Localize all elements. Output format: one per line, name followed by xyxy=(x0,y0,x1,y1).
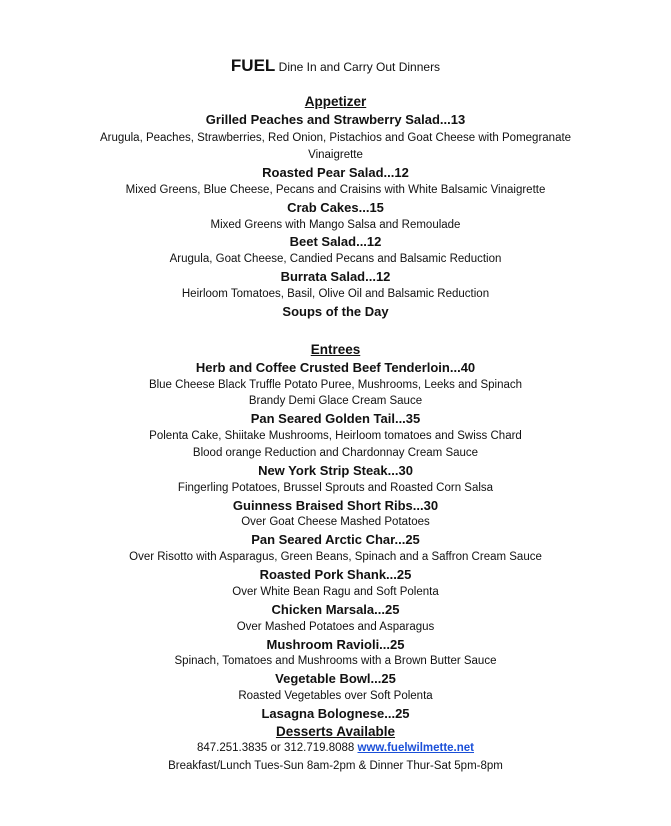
menu-item-name: Pan Seared Golden Tail...35 xyxy=(250,411,421,426)
menu-item-desc: Heirloom Tomatoes, Basil, Olive Oil and Balsamic Reduction xyxy=(181,288,490,300)
menu-item-name: Herb and Coffee Crusted Beef Tenderloin...40 xyxy=(195,360,476,375)
hours-line: Breakfast/Lunch Tues-Sun 8am-2pm & Dinner Thur-Sat 5pm-8pm xyxy=(168,760,503,772)
menu-item-name: Mushroom Ravioli...25 xyxy=(266,637,405,652)
menu-item-name: Roasted Pear Salad...12 xyxy=(262,165,409,180)
menu-item-desc: Over Risotto with Asparagus, Green Beans, Spinach and a Saffron Cream Sauce xyxy=(129,551,542,563)
menu-item-desc: Spinach, Tomatoes and Mushrooms with a Brown Butter Sauce xyxy=(174,655,497,667)
menu-item-name: Chicken Marsala...25 xyxy=(271,602,400,617)
soups-of-the-day: Soups of the Day xyxy=(282,304,389,319)
phone-numbers: 847.251.3835 or 312.719.8088 xyxy=(196,742,355,754)
menu-title xyxy=(0,56,671,77)
menu-item-desc: Mixed Greens with Mango Salsa and Remoulade xyxy=(210,219,461,231)
menu-item-name: Lasagna Bolognese...25 xyxy=(261,706,410,721)
website-link[interactable]: www.fuelwilmette.net xyxy=(357,742,475,754)
menu-item-name: Vegetable Bowl...25 xyxy=(275,671,396,686)
entrees-heading: Entrees xyxy=(310,342,361,357)
menu-subtitle: Dine In and Carry Out Dinners xyxy=(278,60,441,74)
menu-item-name: Pan Seared Arctic Char...25 xyxy=(251,532,420,547)
desserts-heading: Desserts Available xyxy=(275,724,396,739)
menu-item-desc: Blood orange Reduction and Chardonnay Cream Sauce xyxy=(192,447,479,459)
contact-line xyxy=(0,740,671,757)
menu-item-name: Crab Cakes...15 xyxy=(287,200,384,215)
menu-item-desc: Blue Cheese Black Truffle Potato Puree, Mushrooms, Leeks and Spinach xyxy=(148,379,523,391)
menu-item-name: Beet Salad...12 xyxy=(289,234,382,249)
menu-item-desc: Polenta Cake, Shiitake Mushrooms, Heirloom tomatoes and Swiss Chard xyxy=(149,430,522,442)
menu-item-desc: Roasted Vegetables over Soft Polenta xyxy=(238,690,433,702)
menu-item-name: New York Strip Steak...30 xyxy=(258,463,413,478)
menu-item-name: Guinness Braised Short Ribs...30 xyxy=(232,498,439,513)
menu-item-desc: Arugula, Peaches, Strawberries, Red Onion, Pistachios and Goat Cheese with Pomegranate xyxy=(99,132,572,144)
menu-item-name: Roasted Pork Shank...25 xyxy=(259,567,412,582)
menu-item-name: Grilled Peaches and Strawberry Salad...13 xyxy=(205,112,466,127)
menu-item-desc: Mixed Greens, Blue Cheese, Pecans and Craisins with White Balsamic Vinaigrette xyxy=(125,184,546,196)
menu-item-desc: Fingerling Potatoes, Brussel Sprouts and Roasted Corn Salsa xyxy=(177,482,494,494)
menu-item-desc: Over Mashed Potatoes and Asparagus xyxy=(236,621,435,633)
menu-item-desc: Arugula, Goat Cheese, Candied Pecans and Balsamic Reduction xyxy=(169,253,502,265)
appetizer-heading: Appetizer xyxy=(304,94,367,109)
brand-name: FUEL xyxy=(230,56,276,75)
menu-item-desc: Over Goat Cheese Mashed Potatoes xyxy=(241,516,430,528)
menu-item-desc: Vinaigrette xyxy=(308,149,363,161)
menu-item-name: Burrata Salad...12 xyxy=(280,269,391,284)
menu-item-desc: Brandy Demi Glace Cream Sauce xyxy=(248,395,423,407)
menu-item-desc: Over White Bean Ragu and Soft Polenta xyxy=(232,586,439,598)
